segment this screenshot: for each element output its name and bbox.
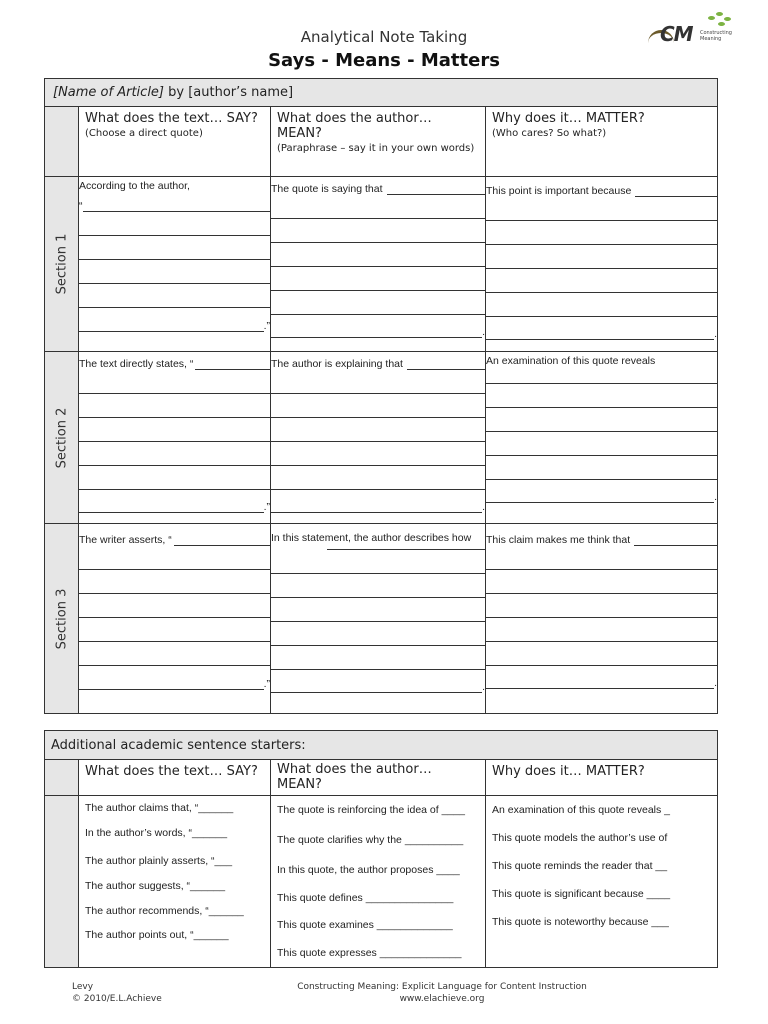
matter-starter: An examination of this quote reveals xyxy=(486,355,656,367)
say-column-header xyxy=(79,107,271,177)
leaf-icon xyxy=(724,17,731,21)
list-item: This quote examines _____________ xyxy=(277,919,453,931)
list-item: In this quote, the author proposes ____ xyxy=(277,864,460,876)
section-1-mean[interactable]: The quote is saying that . xyxy=(271,177,486,352)
corner-cell xyxy=(45,760,79,796)
section-1-matter[interactable]: This point is important because . xyxy=(486,177,718,352)
section-3-label: Section 3 xyxy=(45,524,79,714)
list-item: The author recommends, “______ xyxy=(85,905,244,917)
footer-author: Levy xyxy=(72,982,94,992)
list-item: This quote reminds the reader that __ xyxy=(492,860,668,872)
list-item: This quote expresses ______________ xyxy=(277,947,462,959)
say-starter: The writer asserts, “ xyxy=(79,534,172,546)
corner-cell xyxy=(45,796,79,968)
list-item: The quote is reinforcing the idea of ____ xyxy=(277,804,465,816)
constructing-meaning-logo xyxy=(648,12,738,48)
starters-matter-header: Why does it… MATTER? xyxy=(486,760,718,796)
say-starter: The text directly states, “ xyxy=(79,358,194,370)
mean-subheading: (Paraphrase – say it in your own words) xyxy=(277,143,475,154)
mean-starter: The quote is saying that xyxy=(271,183,383,195)
list-item: The author plainly asserts, “___ xyxy=(85,855,233,867)
mean-starter: The author is explaining that xyxy=(271,358,403,370)
say-starter: According to the author, xyxy=(79,180,190,192)
matter-column-header xyxy=(486,107,718,177)
starters-mean-list xyxy=(271,796,486,968)
corner-cell xyxy=(45,107,79,177)
starters-matter-list xyxy=(486,796,718,968)
notes-table xyxy=(44,78,718,714)
section-2-label: Section 2 xyxy=(45,352,79,524)
list-item: The author points out, “______ xyxy=(85,929,229,941)
sentence-starters-table xyxy=(44,730,718,968)
starters-mean-header: What does the author… MEAN? xyxy=(271,760,486,796)
mean-starter: In this statement, the author describes how xyxy=(271,532,472,544)
footer-book-title: Constructing Meaning: Explicit Language for Content Instruction xyxy=(297,982,587,992)
list-item: In the author’s words, “______ xyxy=(85,827,228,839)
logo-mark: CM xyxy=(660,22,693,46)
open-quote: “ xyxy=(79,200,83,212)
matter-subheading: (Who cares? So what?) xyxy=(492,128,607,139)
leaf-icon xyxy=(708,16,715,20)
list-item: This quote models the author’s use of xyxy=(492,832,668,844)
footer-copyright: © 2010/E.L.Achieve xyxy=(72,994,162,1004)
list-item: The author suggests, “______ xyxy=(85,880,226,892)
say-heading: What does the text… SAY? xyxy=(85,111,258,126)
leaf-icon xyxy=(718,22,725,26)
list-item: This quote defines _______________ xyxy=(277,892,454,904)
starters-title: Additional academic sentence starters: xyxy=(51,738,306,753)
section-2-say[interactable]: The text directly states, “ .” xyxy=(79,352,271,524)
starters-say-list xyxy=(79,796,271,968)
starters-say-header: What does the text… SAY? xyxy=(79,760,271,796)
article-name-placeholder: [Name of Article] xyxy=(53,85,164,100)
section-2-mean[interactable]: The author is explaining that . xyxy=(271,352,486,524)
mean-heading: What does the author… MEAN? xyxy=(277,111,432,141)
matter-starter: This claim makes me think that xyxy=(486,534,631,546)
document-title: Says - Means - Matters xyxy=(268,50,500,71)
close-quote: .” xyxy=(263,320,270,332)
section-3-matter[interactable]: This claim makes me think that . xyxy=(486,524,718,714)
matter-starter: This point is important because xyxy=(486,185,632,197)
logo-caption: Constructing Meaning xyxy=(700,30,732,42)
leaf-icon xyxy=(716,12,723,16)
list-item: This quote is significant because ____ xyxy=(492,888,671,900)
footer-url[interactable]: www.elachieve.org xyxy=(399,994,485,1004)
say-subheading: (Choose a direct quote) xyxy=(85,128,203,139)
list-item: The quote clarifies why the __________ xyxy=(277,834,464,846)
section-1-say[interactable] xyxy=(79,177,271,352)
starters-title-row xyxy=(45,731,718,760)
section-1-label: Section 1 xyxy=(45,177,79,352)
document-subtitle: Analytical Note Taking xyxy=(300,28,468,46)
mean-column-header xyxy=(271,107,486,177)
list-item: An examination of this quote reveals _ xyxy=(492,804,671,816)
article-line xyxy=(45,79,718,107)
list-item: This quote is noteworthy because ___ xyxy=(492,916,669,928)
section-2-matter[interactable]: An examination of this quote reveals . xyxy=(486,352,718,524)
section-3-mean[interactable]: In this statement, the author describes how . xyxy=(271,524,486,714)
author-name-placeholder: by [author’s name] xyxy=(164,85,294,100)
list-item: The author claims that, “______ xyxy=(85,802,234,814)
section-3-say[interactable]: The writer asserts, “ .” xyxy=(79,524,271,714)
matter-heading: Why does it… MATTER? xyxy=(492,111,645,126)
